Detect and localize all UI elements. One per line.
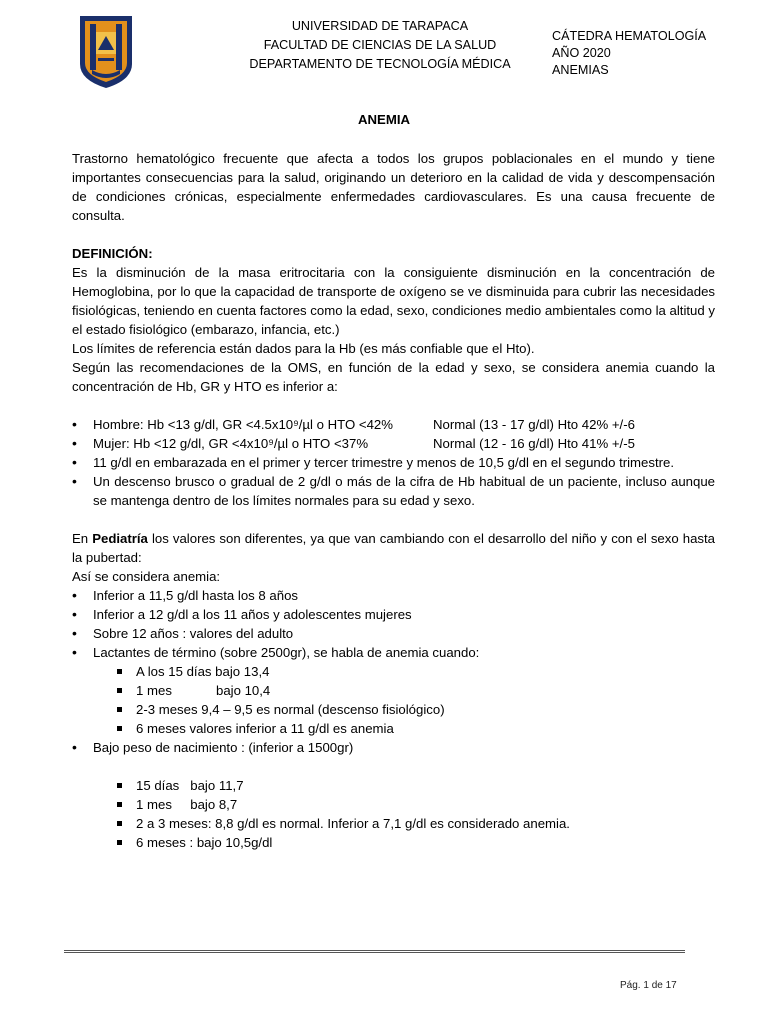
footer-divider [64,950,685,953]
pediatrics-paragraph: En Pediatría los valores son diferentes, ya que van cambiando con el desarrollo del niño y con el sexo hasta la pubertad: [72,531,715,565]
institution-block [230,17,530,74]
list-item: 2-3 meses 9,4 – 9,5 es normal (descenso fisiológico) [116,700,715,719]
intro-paragraph: Trastorno hematológico frecuente que afecta a todos los grupos poblacionales en el mundo y tiene importantes consecuencias para la salud, originando un deterioro en la calidad de vida y descompensación de condiciones crónicas, especialmente enfermedades cardiovasculares. Es una causa frecuente de consulta. [72,151,715,223]
list-item: • 11 g/dl en embarazada en el primer y tercer trimestre y menos de 10,5 g/dl en el segundo trimestre. [72,453,715,472]
anemia-criteria-list [72,415,715,510]
page-title: ANEMIA [357,112,411,127]
page-header [70,12,710,92]
pediatrics-intro: Así se considera anemia: [72,569,221,584]
course-name: CÁTEDRA HEMATOLOGÍA [552,29,707,43]
course-year: AÑO 2020 [552,46,611,60]
list-item: 15 días bajo 11,7 [116,776,715,795]
term-infant-sublist [116,662,715,738]
page-number: Pág. 1 de 17 [620,980,677,991]
list-item: • Bajo peso de nacimiento : (inferior a 1500gr) 15 días bajo 11,7 1 mes bajo 8,7 2 a 3 meses: 8,8 g/dl es normal. Inferior a 7,1 g/dl es considerado anemia. 6 meses : bajo 10,5g/dl [72,738,715,852]
oms-criteria-text: Según las recomendaciones de la OMS, en función de la edad y sexo, se considera anemia cuando la concentración de Hb, GR y HTO es inferior a: [72,360,715,394]
list-item: 1 mes bajo 10,4 [116,681,715,700]
low-birth-weight-sublist [116,776,715,852]
university-logo [76,14,136,90]
definition-paragraph: Es la disminución de la masa eritrocitaria con la consiguiente disminución en la concentración de Hemoglobina, por lo que la capacidad de transporte de oxígeno se ve disminuida para cubrir las necesidades fisiológicas, teniendo en cuenta factores como la edad, sexo, condiciones medio ambientales como la altitud y el estado fisiológico (embarazo, infancia, etc.) [72,265,715,337]
list-item: A los 15 días bajo 13,4 [116,662,715,681]
list-item: 6 meses valores inferior a 11 g/dl es anemia [116,719,715,738]
department-name: DEPARTAMENTO DE TECNOLOGÍA MÉDICA [249,57,511,71]
list-item: • Hombre: Hb <13 g/dl, GR <4.5x10⁹/µl o HTO <42% Normal (13 - 17 g/dl) Hto 42% +/-6 [72,415,715,434]
list-item: • Mujer: Hb <12 g/dl, GR <4x10⁹/µl o HTO <37% Normal (12 - 16 g/dl) Hto 41% +/-5 [72,434,715,453]
list-item: 6 meses : bajo 10,5g/dl [116,833,715,852]
course-topic: ANEMIAS [552,63,609,77]
list-item: 1 mes bajo 8,7 [116,795,715,814]
course-block [552,28,706,79]
list-item: • Un descenso brusco o gradual de 2 g/dl o más de la cifra de Hb habitual de un paciente, incluso aunque se mantenga dentro de los límites normales para su edad y sexo. [72,472,715,510]
list-item: • Sobre 12 años : valores del adulto [72,624,715,643]
list-item: • Inferior a 12 g/dl a los 11 años y adolescentes mujeres [72,605,715,624]
list-item: • Lactantes de término (sobre 2500gr), se habla de anemia cuando: A los 15 días bajo 13,4 1 mes bajo 10,4 2-3 meses 9,4 – 9,5 es normal (descenso fisiológico) 6 meses valores inferior a 11 g/dl es anemia [72,643,715,738]
list-item: 2 a 3 meses: 8,8 g/dl es normal. Inferior a 7,1 g/dl es considerado anemia. [116,814,715,833]
definition-heading: DEFINICIÓN: [72,246,153,261]
list-item: • Inferior a 11,5 g/dl hasta los 8 años [72,586,715,605]
document-body [72,149,715,852]
reference-limits-text: Los límites de referencia están dados para la Hb (es más confiable que el Hto). [72,341,535,356]
pediatrics-list [72,586,715,852]
faculty-name: FACULTAD DE CIENCIAS DE LA SALUD [263,38,497,52]
university-name: UNIVERSIDAD DE TARAPACA [291,19,469,33]
